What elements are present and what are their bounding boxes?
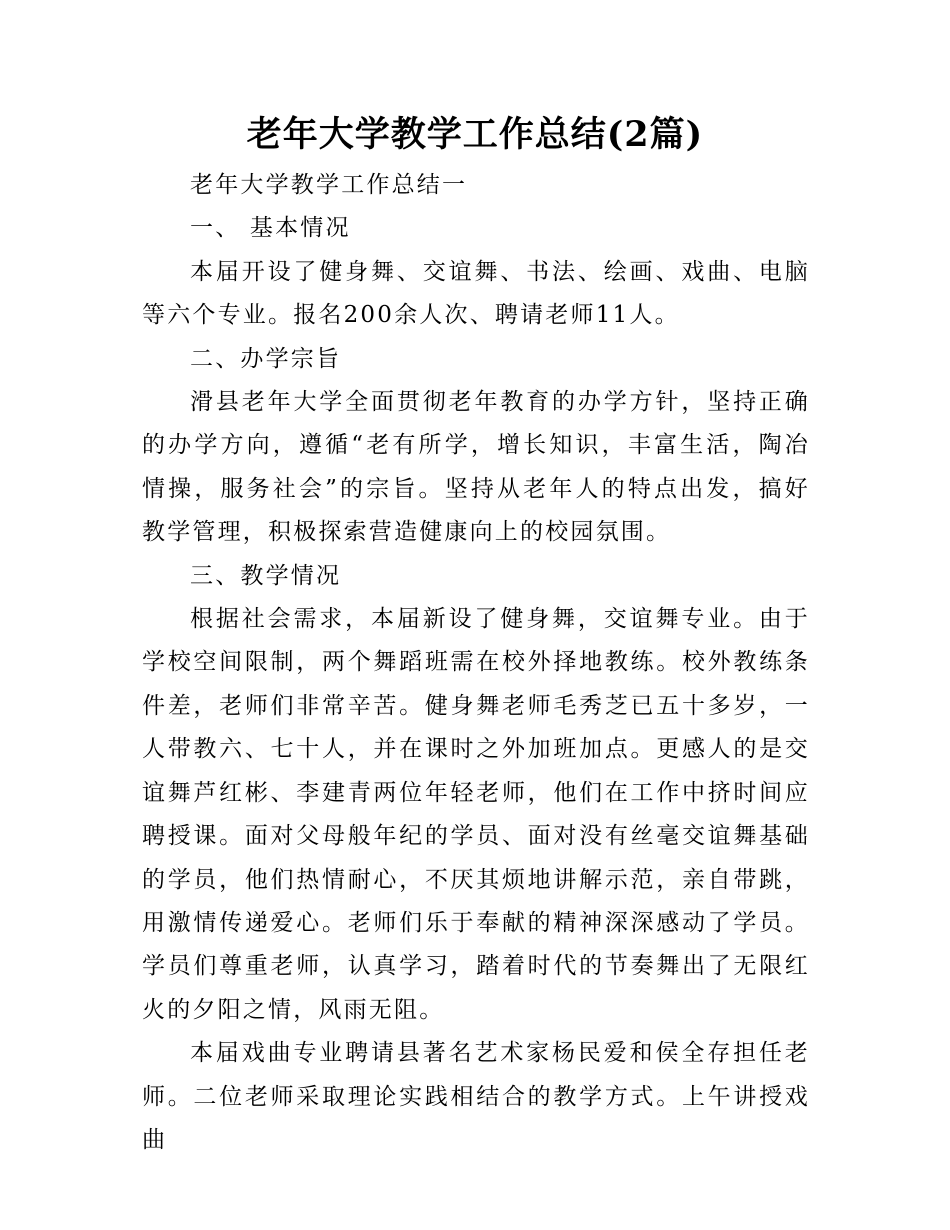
document-body: [142, 164, 810, 1162]
paragraph-teaching-dance: 根据社会需求，本届新设了健身舞，交谊舞专业。由于学校空间限制，两个舞蹈班需在校外择地教练。校外教练条件差，老师们非常辛苦。健身舞老师毛秀芝已五十多岁，一人带教六、七十人，并在课时之外加班加点。更感人的是交谊舞芦红彬、李建青两位年轻老师，他们在工作中挤时间应聘授课。面对父母般年纪的学员、面对没有丝毫交谊舞基础的学员，他们热情耐心，不厌其烦地讲解示范，亲自带跳，用激情传递爱心。老师们乐于奉献的精神深深感动了学员。学员们尊重老师，认真学习，踏着时代的节奏舞出了无限红火的夕阳之情，风雨无阻。: [142, 606, 810, 1023]
section-heading-purpose: 二、办学宗旨: [190, 345, 342, 372]
section-heading-basic-info: 一、 基本情况: [190, 215, 351, 242]
paragraph-basic-info: 本届开设了健身舞、交谊舞、书法、绘画、戏曲、电脑等六个专业。报名200余人次、聘请老师11人。: [142, 258, 810, 329]
paragraph-purpose: 滑县老年大学全面贯彻老年教育的办学方针，坚持正确的办学方向，遵循“老有所学，增长知识，丰富生活，陶冶情操，服务社会”的宗旨。坚持从老年人的特点出发，搞好教学管理，积极探索营造健康向上的校园氛围。: [142, 389, 810, 546]
paragraph-teaching-opera: 本届戏曲专业聘请县著名艺术家杨民爱和侯全存担任老师。二位老师采取理论实践相结合的教学方式。上午讲授戏曲: [142, 1040, 810, 1153]
subtitle-paragraph: 老年大学教学工作总结一: [190, 172, 468, 198]
section-heading-teaching: 三、教学情况: [190, 562, 342, 589]
document-title: 老年大学教学工作总结(2篇): [246, 114, 704, 155]
